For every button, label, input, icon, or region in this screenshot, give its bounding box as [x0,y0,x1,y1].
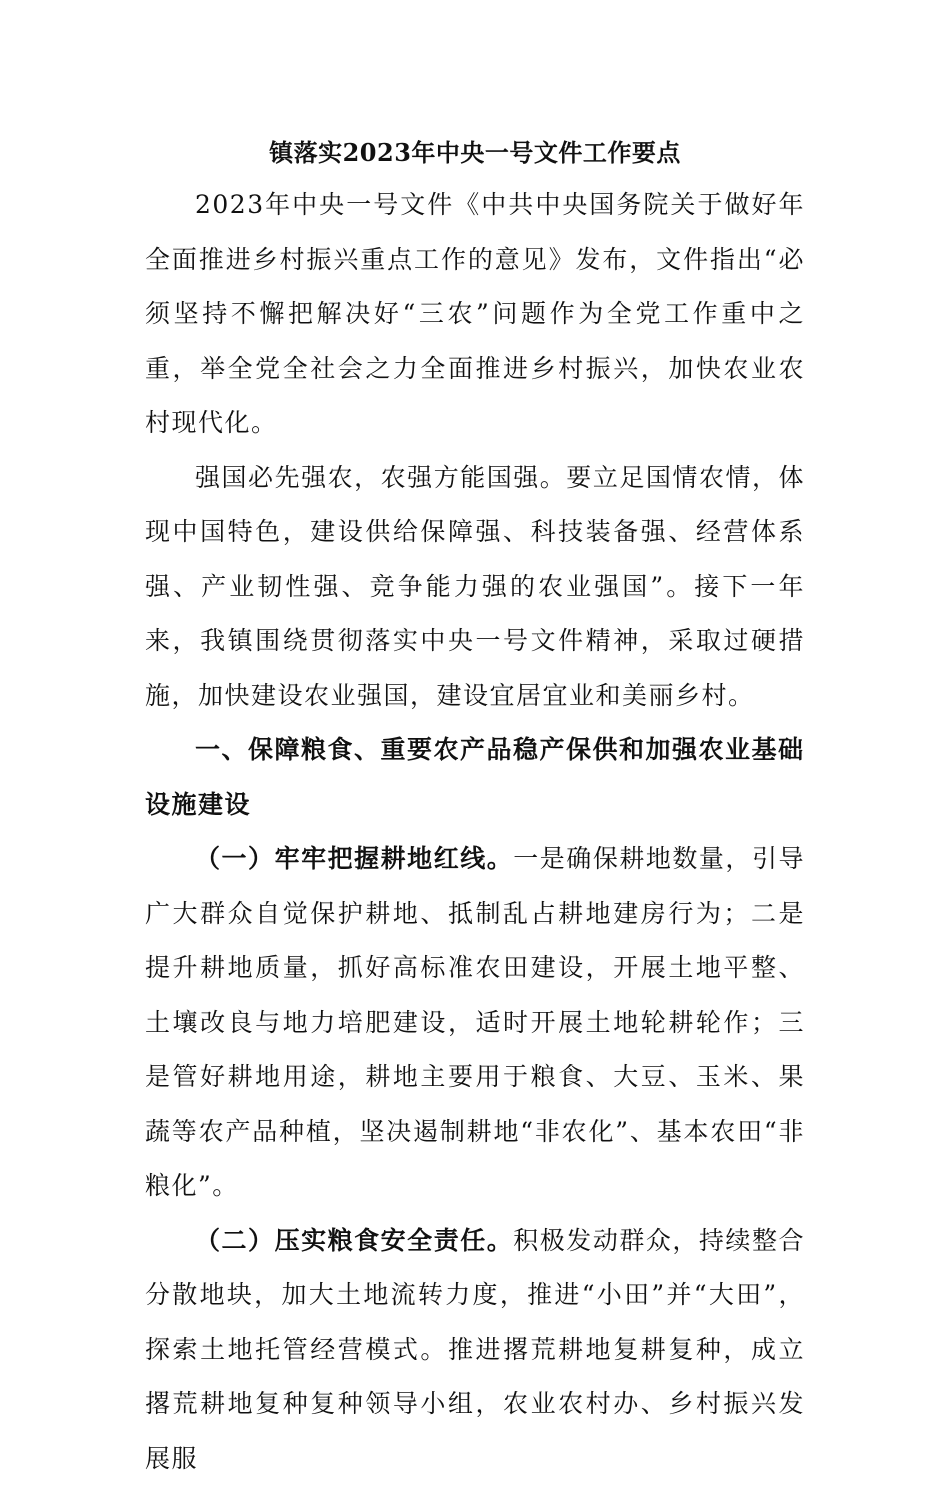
item-text: 一是确保耕地数量，引导广大群众自觉保护耕地、抵制乱占耕地建房行为；二是提升耕地质量，抓好高标准农田建设，开展土地平整、土壤改良与地力培肥建设，适时开展土地轮耕轮作；三是管好耕地用途，耕地主要用于粮食、大豆、玉米、果蔬等农产品种植，坚决遏制耕地“非农化”、基本农田“非粮化”。 [145,844,805,1200]
item-lead: （一）牢牢把握耕地红线。 [195,844,513,873]
intro-paragraph: 2023年中央一号文件《中共中央国务院关于做好年全面推进乡村振兴重点工作的意见》发布，文件指出“必须坚持不懈把解决好“三农”问题作为全党工作重中之重，举全党全社会之力全面推进乡村振兴，加快农业农村现代化。 [145,178,805,451]
section-item-1 [145,832,805,1214]
item-text: 积极发动群众，持续整合分散地块，加大土地流转力度，推进“小田”并“大田”，探索土地托管经营模式。推进撂荒耕地复耕复种，成立撂荒耕地复种复种领导小组，农业农村办、乡村振兴发展服 [145,1226,805,1473]
section-heading: 一、保障粮食、重要农产品稳产保供和加强农业基础设施建设 [145,723,805,832]
item-lead: （二）压实粮食安全责任。 [195,1226,513,1255]
document-page [145,130,805,1486]
section-item-2 [145,1214,805,1486]
document-title: 镇落实2023年中央一号文件工作要点 [145,130,805,176]
body-paragraph: 强国必先强农，农强方能国强。要立足国情农情，体现中国特色，建设供给保障强、科技装备强、经营体系强、产业韧性强、竞争能力强的农业强国”。接下一年来，我镇围绕贯彻落实中央一号文件精神，采取过硬措施，加快建设农业强国，建设宜居宜业和美丽乡村。 [145,451,805,724]
